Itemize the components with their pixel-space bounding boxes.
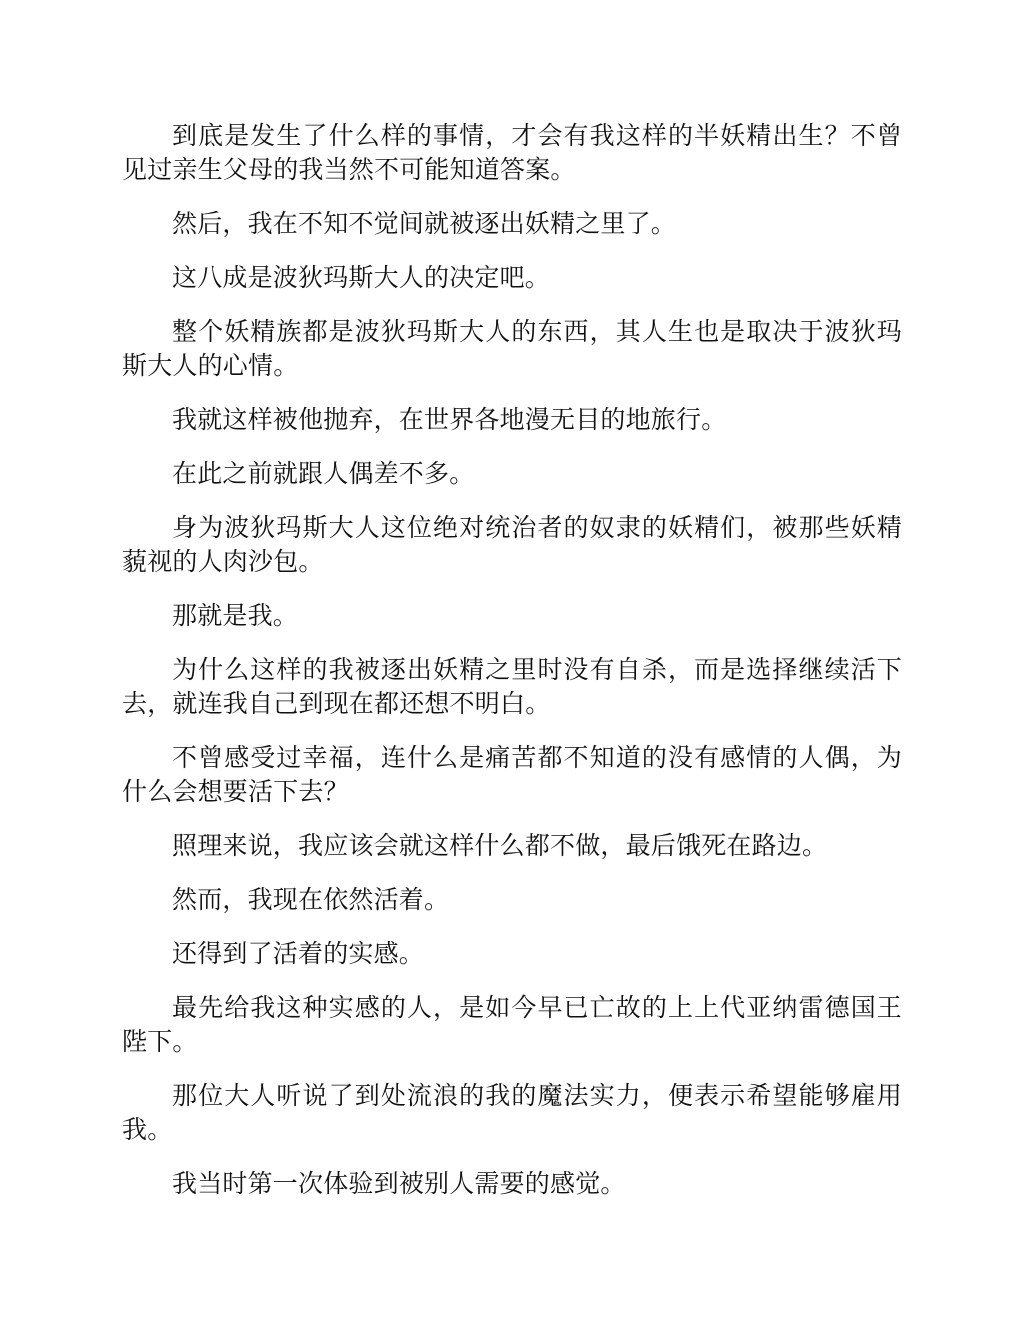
paragraph: 到底是发生了什么样的事情，才会有我这样的半妖精出生？不曾见过亲生父母的我当然不可能知道答案。 — [122, 121, 902, 184]
paragraph: 那位大人听说了到处流浪的我的魔法实力，便表示希望能够雇用我。 — [122, 1081, 902, 1144]
body-text — [122, 119, 902, 1221]
paragraph: 那就是我。 — [172, 601, 299, 630]
paragraph: 最先给我这种实感的人，是如今早已亡故的上上代亚纳雷德国王陛下。 — [122, 993, 902, 1056]
paragraph: 不曾感受过幸福，连什么是痛苦都不知道的没有感情的人偶，为什么会想要活下去？ — [122, 743, 902, 806]
paragraph: 然后，我在不知不觉间就被逐出妖精之里了。 — [172, 209, 677, 238]
paragraph: 在此之前就跟人偶差不多。 — [172, 459, 475, 488]
paragraph: 整个妖精族都是波狄玛斯大人的东西，其人生也是取决于波狄玛斯大人的心情。 — [122, 317, 902, 380]
paragraph: 照理来说，我应该会就这样什么都不做，最后饿死在路边。 — [172, 831, 828, 860]
paragraph: 这八成是波狄玛斯大人的决定吧。 — [172, 263, 551, 292]
paragraph: 为什么这样的我被逐出妖精之里时没有自杀，而是选择继续活下去，就连我自己到现在都还想不明白。 — [122, 655, 902, 718]
paragraph: 我就这样被他抛弃，在世界各地漫无目的地旅行。 — [172, 405, 727, 434]
paragraph: 还得到了活着的实感。 — [172, 939, 425, 968]
paragraph: 我当时第一次体验到被别人需要的感觉。 — [172, 1169, 626, 1198]
paragraph: 然而，我现在依然活着。 — [172, 885, 450, 914]
paragraph: 身为波狄玛斯大人这位绝对统治者的奴隶的妖精们，被那些妖精藐视的人肉沙包。 — [122, 513, 902, 576]
